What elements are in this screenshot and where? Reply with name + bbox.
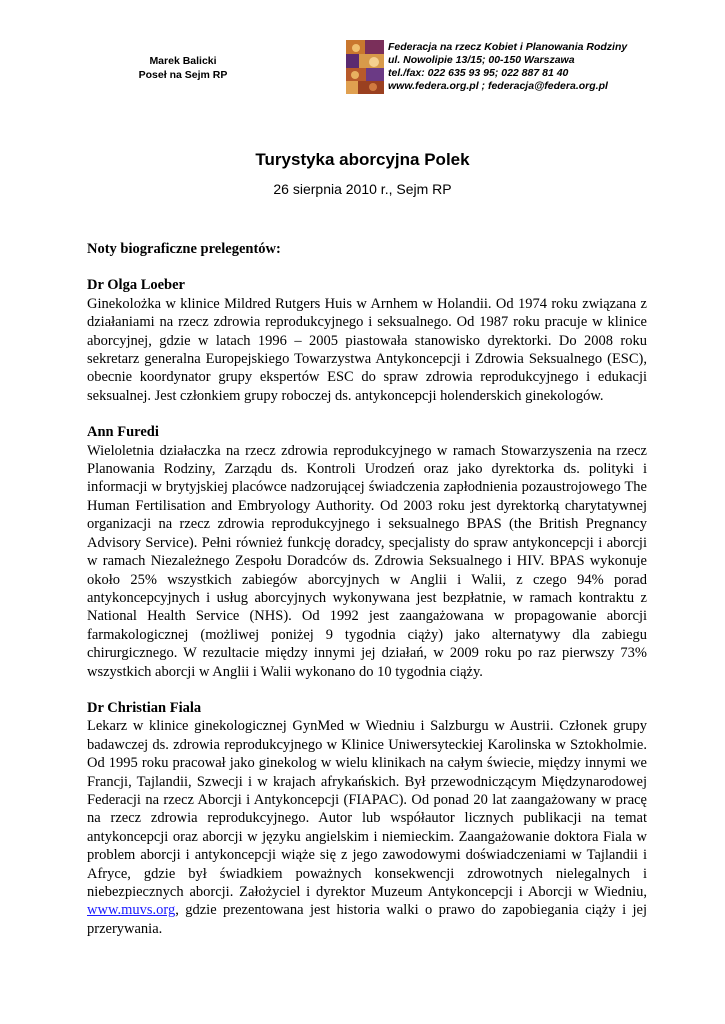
- org-phone: tel./fax: 022 635 93 95; 022 887 81 40: [388, 67, 569, 79]
- document-body: [87, 240, 647, 938]
- org-name: Federacja na rzecz Kobiet i Planowania Rodziny: [388, 41, 628, 53]
- author-name: Marek Balicki: [149, 55, 217, 67]
- museum-link[interactable]: www.muvs.org: [87, 902, 176, 919]
- document-date: 26 sierpnia 2010 r., Sejm RP: [273, 181, 452, 197]
- speaker-bio: [87, 717, 647, 938]
- speaker-bio-text: Lekarz w klinice ginekologicznej GynMed w Wiedniu i Salzburgu w Austrii. Członek grupy badawczej ds. zdrowia reprodukcyjnego w Klinice Uniwersyteckiej Karolinska w Sztokholmie. Od 1995 roku pracował jako ginekolog w wielu klinikach na całym świecie, między innymi we Francji, Tajlandii, Szwecji i w krajach afrykańskich. Był przewodniczącym Międzynarodowej Federacji na rzecz Aborcji i Antykoncepcji (FIAPAC). Od ponad 20 lat zaangażowany w pracę na rzecz zdrowia reprodukcyjnego. Autor lub współautor licznych publikacji na temat antykoncepcji oraz aborcji w języku angielskim i niemieckim. Zaangażowanie doktora Fiala w problem aborcji i antykoncepcji wiąże się z jego zawodowymi doświadczeniami w Tajlandii i Afryce, gdzie był świadkiem poważnych konsekwencji zdrowotnych nielegalnych i niebezpiecznych aborcji. Założyciel i dyrektor Muzeum Antykoncepcji i Aborcji w Wiedniu,: [87, 718, 647, 900]
- speaker-bio: Ginekolożka w klinice Mildred Rutgers Huis w Arnhem w Holandii. Od 1974 roku związana z działaniami na rzecz zdrowia reprodukcyjnego i seksualnego. Od 1987 roku pracuje w klinice aborcyjnej, gdzie w latach 1996 – 2005 piastowała stanowisko dyrektorki. Do 2008 roku sekretarz generalna Europejskiego Towarzystwa Antykoncepcji i Zdrowia Seksualnego (ESC), obecnie koordynator grupy ekspertów ESC do spraw zdrowia reprodukcyjnego i edukacji seksualnej. Jest członkiem grupy roboczej ds. antykoncepcji holenderskich ginekologów.: [87, 295, 647, 404]
- org-web: www.federa.org.pl ; federacja@federa.org.pl: [388, 80, 608, 92]
- author-block: [118, 54, 248, 82]
- speaker-name: Ann Furedi: [87, 424, 159, 441]
- speaker-bio: Wieloletnia działaczka na rzecz zdrowia reprodukcyjnego w ramach Stowarzyszenia na rzecz Planowania Rodziny, Zarządu ds. Kontroli Urodzeń oraz jako dyrektorka ds. polityki i informacji w brytyjskiej placówce nadzorującej świadczenia zapłodnienia pozaustrojowego The Human Fertilisation and Embryology Authority. Od 2003 roku jest dyrektorką charytatywnej organizacji na rzecz zdrowia reprodukcyjnego i seksualnego BPAS (the British Pregnancy Advisory Service). Pełni również funkcję doradcy, specjalisty do spraw antykoncepcji i aborcji w ramach Niezależnego Zespołu Doradców ds. Zdrowia Seksualnego i HIV. BPAS wykonuje około 25% wszystkich zabiegów aborcyjnych w Anglii i Walii, z czego 94% porad antykoncepcyjnych i usług aborcyjnych wykonywana jest bezpłatnie, w ramach kontraktu z National Health Service (NHS). Od 1992 jest zaangażowana w propagowanie aborcji farmakologicznej (możliwej poniżej 9 tygodnia ciąży) jako alternatywy dla zabiegu chirurgicznego. W rezultacie między innymi jej działań, w 2009 roku po raz pierwszy 73% wszystkich aborcji w Anglii i Walii wykonano do 10 tygodnia ciąży.: [87, 442, 647, 680]
- speaker-name: Dr Olga Loeber: [87, 277, 185, 294]
- document-title: Turystyka aborcyjna Polek: [255, 150, 470, 169]
- organization-block: [388, 41, 718, 93]
- author-title: Poseł na Sejm RP: [138, 69, 228, 81]
- speaker-bio-tail: , gdzie prezentowana jest historia walki o prawo do zapobiegania ciąży i jej przerywania.: [87, 902, 647, 937]
- org-address: ul. Nowolipie 13/15; 00-150 Warszawa: [388, 54, 575, 66]
- section-heading: Noty biograficzne prelegentów:: [87, 241, 281, 257]
- organization-logo: [346, 40, 384, 94]
- speaker-name: Dr Christian Fiala: [87, 699, 202, 716]
